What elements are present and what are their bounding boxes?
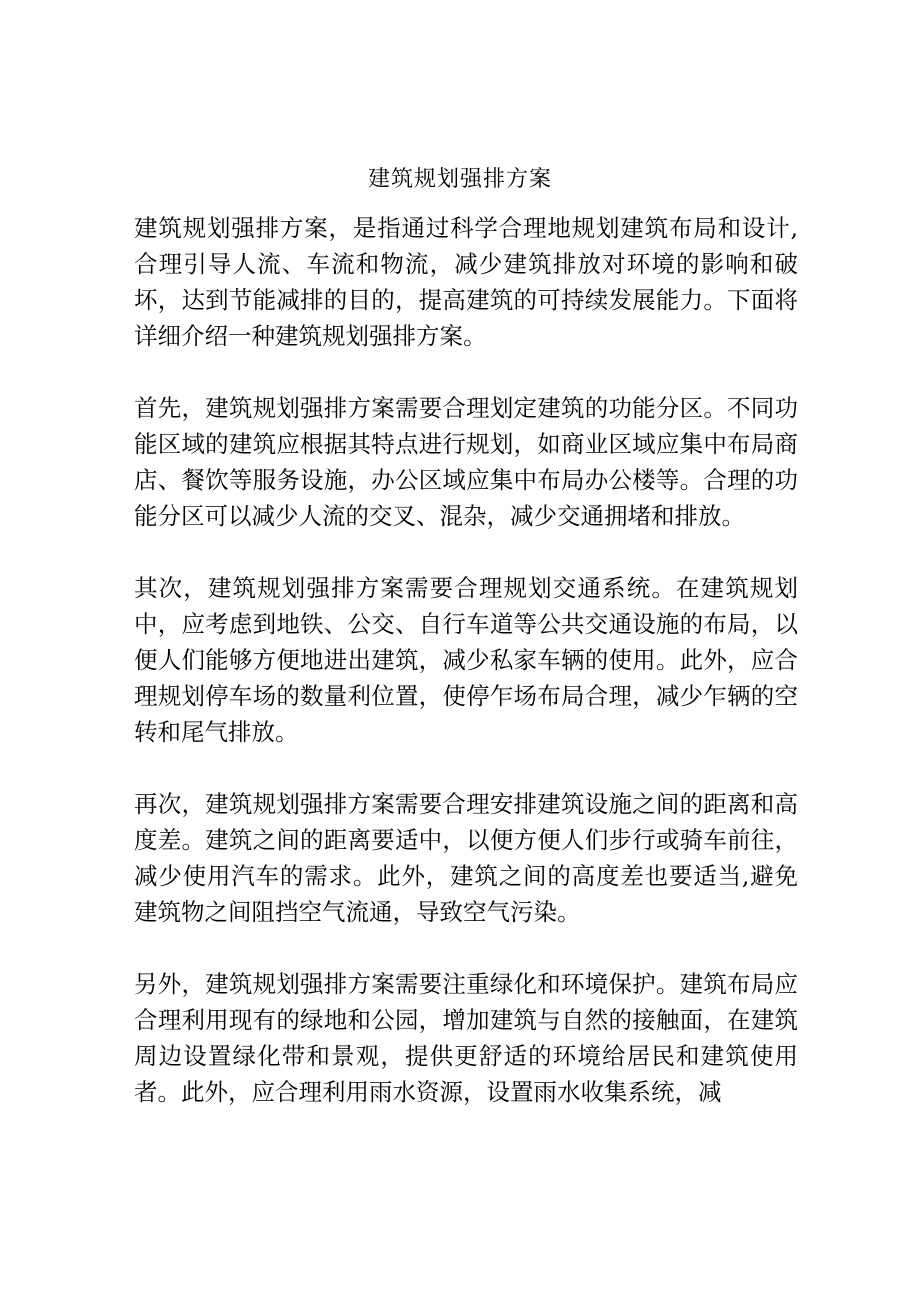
paragraph-4: 再次，建筑规划强排方案需要合理安排建筑设施之间的距离和高度差。建筑之间的距离要适中，以便方便人们步行或骑车前往，减少使用汽车的需求。此外，建筑之间的高度差也要适当,避免建筑物之间阻挡空气流通，导致空气污染。 [134,790,798,926]
document-body [134,210,798,1146]
paragraph-1: 建筑规划强排方案，是指通过科学合理地规划建筑布局和设计,合理引导人流、车流和物流，减少建筑排放对环境的影响和破坏，达到节能减排的目的，提高建筑的可持续发展能力。下面将详细介绍一种建筑规划强排方案。 [134,214,798,350]
paragraph-2: 首先，建筑规划强排方案需要合理划定建筑的功能分区。不同功能区域的建筑应根据其特点进行规划，如商业区域应集中布局商店、餐饮等服务设施，办公区域应集中布局办公楼等。合理的功能分区可以减少人流的交叉、混杂，减少交通拥堵和排放。 [134,394,798,530]
paragraph-3: 其次，建筑规划强排方案需要合理规划交通系统。在建筑规划中，应考虑到地铁、公交、自行车道等公共交通设施的布局，以便人们能够方便地进出建筑，减少私家车辆的使用。此外，应合理规划停车场的数量利位置，使停乍场布局合理，减少乍辆的空转和尾气排放。 [134,574,798,746]
paragraph-5: 另外，建筑规划强排方案需要注重绿化和环境保护。建筑布局应合理利用现有的绿地和公园，增加建筑与自然的接触面，在建筑周边设置绿化带和景观，提供更舒适的环境给居民和建筑使用者。此外，应合理利用雨水资源，设置雨水收集系统，减 [134,970,798,1106]
document-title: 建筑规划强排方案 [367,167,552,192]
